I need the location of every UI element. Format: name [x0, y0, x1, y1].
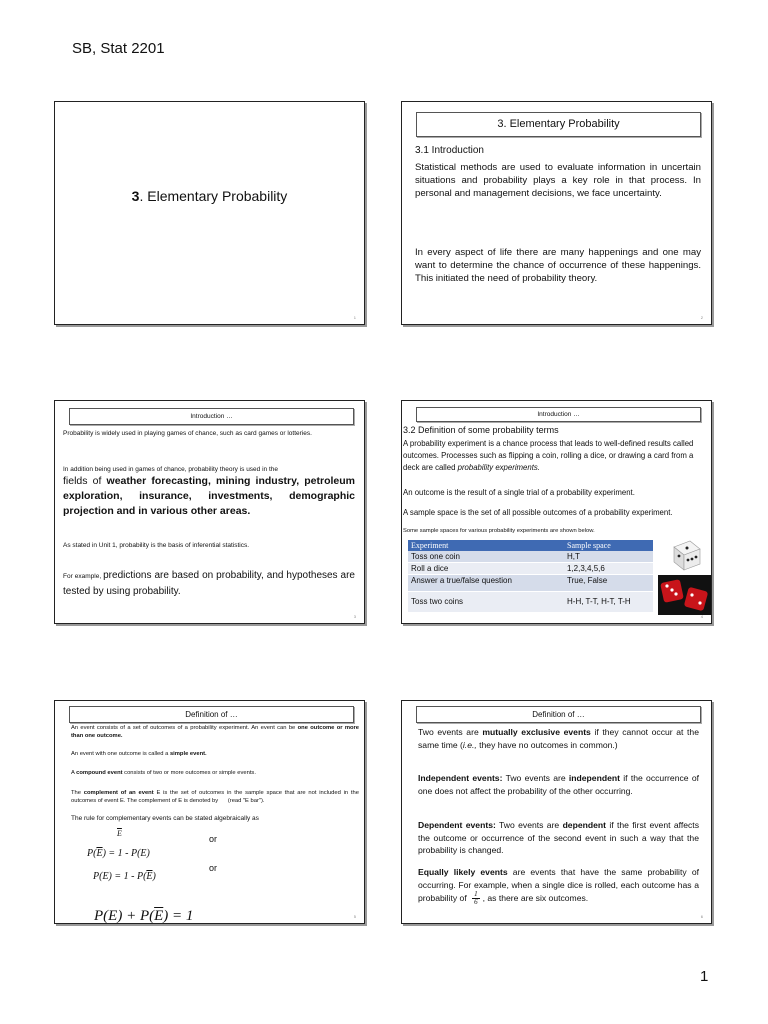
complement-rule-text: The rule for complementary events can be stated algebraically as — [71, 815, 259, 822]
intro-paragraph-2: In every aspect of life there are many happenings and one may want to determine the chance of occurrence of these happenings. This initiated the need of probability theory. — [415, 247, 701, 284]
complement-equation-3: $P(E) + P(\overline{E}) = 1$ — [94, 908, 194, 924]
slide-6-title: Definition of … — [416, 706, 701, 723]
table-row: Toss two coins H-H, T-T, H-T, T-H — [408, 592, 653, 613]
equally-likely-text: Equally likely events are events that have the same probability of occurring. For example, when a single dice is rolled, each outcome has a probability of $\frac{1}{6}$ , as there are six outcomes. — [418, 867, 699, 906]
white-die-icon — [668, 537, 704, 573]
section-heading: 3.2 Definition of some probability terms — [403, 425, 559, 435]
complement-definition: The complement of an event E is the set of outcomes in the sample space that are not included in the outcomes of event E. The complement of E is denoted by (read "E bar"). — [71, 790, 359, 804]
slide-4-title: Introduction … — [416, 407, 701, 422]
table-header-row: Experiment Sample space — [408, 540, 653, 551]
fields-text: In addition being used in games of chance, probability theory is used in the fields of weather forecasting, mining industry, petroleum exploration, insurance, investments, demographic projection and in various other areas. — [63, 466, 356, 517]
slide-4 — [401, 400, 712, 624]
table-row: Roll a dice 1,2,3,4,5,6 — [408, 563, 653, 575]
experiment-definition: A probability experiment is a chance process that leads to well-defined results called outcomes. Processes such as flipping a coin, rolling a dice, or drawing a card from a deck are called probability experiments. — [403, 439, 694, 472]
sample-space-definition: A sample space is the set of all possible outcomes of a probability experiment. — [403, 508, 673, 517]
table-caption: Some sample spaces for various probability experiments are shown below. — [403, 528, 595, 534]
slide-5-title: Definition of … — [69, 706, 354, 723]
slide-2 — [401, 101, 712, 325]
complement-equation-2: $P(E) = 1 - P(\overline{E})$ — [93, 871, 156, 882]
slide-number: 3 — [353, 614, 356, 619]
e-bar-symbol: $\overline{E}$ — [117, 829, 122, 838]
simple-event-definition: An event with one outcome is called a simple event. — [71, 751, 207, 757]
page-header: SB, Stat 2201 — [72, 40, 165, 57]
compound-event-definition: A compound event consists of two or more outcomes or simple events. — [71, 770, 256, 776]
slide-1 — [54, 101, 365, 325]
slide-3 — [54, 400, 365, 624]
intro-paragraph-1: Statistical methods are used to evaluate information in uncertain situations and probability plays a key role in that process. In personal and management decisions, we face uncertainty. — [415, 162, 701, 199]
slide-5 — [54, 700, 365, 924]
complement-equation-1: $P(\overline{E}) = 1 - P(E)$ — [87, 848, 150, 859]
slide-number: 1 — [353, 315, 356, 320]
dependent-events-text: Dependent events: Two events are dependent if the first event affects the outcome or occurrence of the second event in such a way that the probability is changed. — [418, 820, 699, 855]
slide-1-title: 3. Elementary Probability — [131, 188, 288, 204]
one-sixth-fraction: $\frac{1}{6}$ — [474, 890, 478, 906]
slide-number: 5 — [353, 914, 356, 919]
slide-6 — [401, 700, 712, 924]
section-heading: 3.1 Introduction — [415, 145, 484, 156]
inferential-text: As stated in Unit 1, probability is the basis of inferential statistics. — [63, 542, 250, 549]
slide-number: 4 — [700, 614, 703, 619]
slide-number: 6 — [700, 914, 703, 919]
sample-space-table — [408, 540, 653, 613]
table-row: Answer a true/false question True, False — [408, 575, 653, 592]
or-label-2: or — [209, 863, 218, 873]
games-of-chance-text: Probability is widely used in playing games of chance, such as card games or lotteries. — [63, 430, 312, 437]
mutually-exclusive-text: Two events are mutually exclusive events if they cannot occur at the same time (i.e., they have no outcomes in common.) — [418, 727, 699, 750]
or-label-1: or — [209, 834, 218, 844]
event-definition: An event consists of a set of outcomes of a probability experiment. An event can be one outcome or more than one outcome. — [71, 725, 360, 739]
slide-2-title: 3. Elementary Probability — [416, 112, 701, 137]
table-row: Toss one coin H,T — [408, 551, 653, 563]
slide-3-title: Introduction … — [69, 408, 354, 425]
example-text: For example, predictions are based on probability, and hypotheses are tested by using probability. — [63, 570, 355, 597]
outcome-definition: An outcome is the result of a single trial of a probability experiment. — [403, 488, 635, 497]
page-number: 1 — [700, 968, 709, 985]
red-dice-icon — [658, 575, 712, 615]
slide-number: 2 — [700, 315, 703, 320]
independent-events-text: Independent events: Two events are independent if the occurrence of one does not affect the probability of the other occurring. — [418, 773, 699, 796]
